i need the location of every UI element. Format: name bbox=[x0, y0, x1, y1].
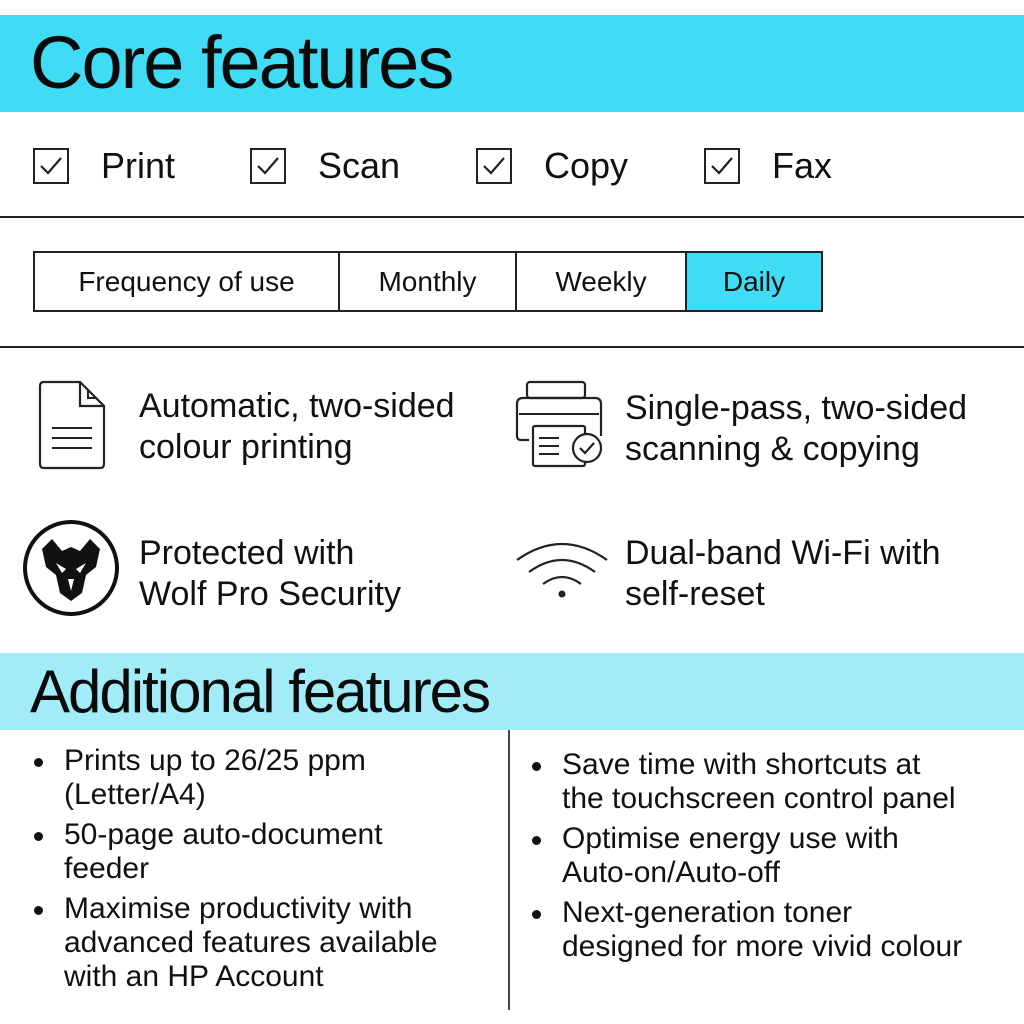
list-line: 50-page auto-document bbox=[64, 818, 383, 851]
list-line: Auto-on/Auto-off bbox=[562, 856, 780, 889]
bullet-icon bbox=[34, 906, 43, 915]
frequency-selector bbox=[33, 251, 823, 312]
list-line: advanced features available bbox=[64, 926, 438, 959]
list-line: (Letter/A4) bbox=[64, 778, 206, 811]
feature-line: Dual-band Wi-Fi with bbox=[625, 534, 941, 572]
checkbox-copy[interactable] bbox=[476, 148, 512, 184]
checkbox-scan[interactable] bbox=[250, 148, 286, 184]
list-line: designed for more vivid colour bbox=[562, 930, 963, 963]
check-label-scan: Scan bbox=[318, 145, 401, 186]
divider bbox=[0, 346, 1024, 348]
frequency-option-weekly[interactable]: Weekly bbox=[517, 253, 687, 310]
feature-line: Single-pass, two-sided bbox=[625, 389, 968, 427]
list-line: Prints up to 26/25 ppm bbox=[64, 744, 366, 777]
list-line: Save time with shortcuts at bbox=[562, 748, 921, 781]
core-features-title: Core features bbox=[30, 21, 453, 104]
checkmark-icon bbox=[709, 155, 735, 177]
checkbox-print[interactable] bbox=[33, 148, 69, 184]
feature-line: Wolf Pro Security bbox=[139, 575, 402, 613]
bullet-icon bbox=[34, 832, 43, 841]
list-item bbox=[530, 896, 962, 964]
checkmark-icon bbox=[38, 155, 64, 177]
check-scan[interactable] bbox=[250, 144, 400, 188]
frequency-label: Frequency of use bbox=[35, 253, 340, 310]
list-line: feeder bbox=[64, 852, 150, 885]
feature-line: self-reset bbox=[625, 575, 765, 613]
bullet-icon bbox=[532, 910, 541, 919]
core-features-banner bbox=[0, 15, 1024, 112]
additional-list-right bbox=[530, 748, 962, 970]
feature-line: Protected with bbox=[139, 534, 355, 572]
checkmark-icon bbox=[255, 155, 281, 177]
list-line: the touchscreen control panel bbox=[562, 782, 956, 815]
bullet-icon bbox=[34, 758, 43, 767]
additional-features-title: Additional features bbox=[30, 658, 489, 725]
wifi-icon bbox=[515, 538, 609, 602]
frequency-option-daily[interactable]: Daily bbox=[687, 253, 821, 310]
checkmark-icon bbox=[481, 155, 507, 177]
bullet-icon bbox=[532, 762, 541, 771]
check-label-copy: Copy bbox=[544, 145, 629, 186]
additional-list-left bbox=[32, 744, 438, 1000]
bullet-icon bbox=[532, 836, 541, 845]
check-label-fax: Fax bbox=[772, 145, 833, 186]
feature-line: colour printing bbox=[139, 428, 353, 466]
list-line: Optimise energy use with bbox=[562, 822, 899, 855]
wolf-shield-icon bbox=[22, 519, 120, 617]
list-line: Next-generation toner bbox=[562, 896, 853, 929]
check-fax[interactable] bbox=[704, 144, 832, 188]
list-line: Maximise productivity with bbox=[64, 892, 413, 925]
list-item bbox=[530, 822, 962, 890]
divider bbox=[0, 216, 1024, 218]
list-item bbox=[32, 818, 438, 886]
list-item bbox=[32, 892, 438, 994]
printer-scan-icon bbox=[515, 380, 607, 470]
check-copy[interactable] bbox=[476, 144, 628, 188]
feature-line: scanning & copying bbox=[625, 430, 920, 468]
additional-features-banner bbox=[0, 653, 1024, 730]
checkbox-fax[interactable] bbox=[704, 148, 740, 184]
list-item bbox=[530, 748, 962, 816]
list-line: with an HP Account bbox=[64, 960, 324, 993]
column-divider bbox=[508, 730, 510, 1010]
feature-line: Automatic, two-sided bbox=[139, 387, 455, 425]
check-label-print: Print bbox=[101, 145, 176, 186]
document-icon bbox=[36, 380, 108, 470]
check-print[interactable] bbox=[33, 144, 175, 188]
frequency-option-monthly[interactable]: Monthly bbox=[340, 253, 517, 310]
list-item bbox=[32, 744, 438, 812]
